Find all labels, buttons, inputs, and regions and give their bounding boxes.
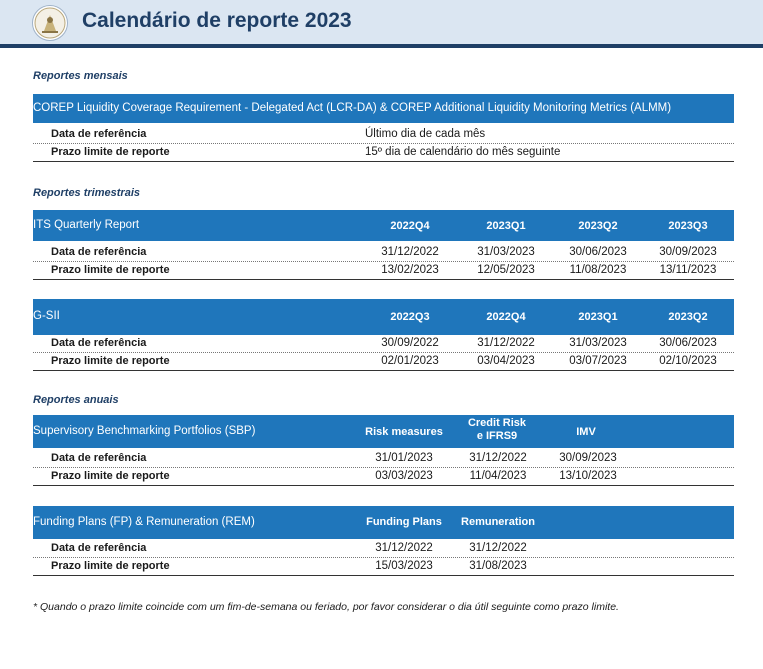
report-name: G-SII <box>33 310 60 322</box>
column-header: 2022Q4 <box>390 220 430 232</box>
section-title-annual: Reportes anuais <box>33 394 119 406</box>
row-label: Data de referência <box>51 337 147 349</box>
table-cell: 31/03/2023 <box>569 337 627 349</box>
table-cell: 31/12/2022 <box>375 542 433 554</box>
row-label: Prazo limite de reporte <box>51 264 170 276</box>
row-label: Data de referência <box>51 542 147 554</box>
report-header-sbp <box>33 415 734 448</box>
report-name: Supervisory Benchmarking Portfolios (SBP) <box>33 425 256 437</box>
table-cell: 11/04/2023 <box>469 470 527 482</box>
column-header: Risk measures <box>365 426 443 438</box>
row-value: Último dia de cada mês <box>365 128 486 140</box>
table-cell: 31/12/2022 <box>469 542 527 554</box>
row-label: Data de referência <box>51 246 147 258</box>
table-row <box>33 450 734 468</box>
row-label: Prazo limite de reporte <box>51 355 170 367</box>
table-cell: 11/08/2023 <box>569 264 627 276</box>
column-header: 2023Q3 <box>668 220 708 232</box>
table-row <box>33 540 734 558</box>
table-cell: 03/04/2023 <box>477 355 535 367</box>
report-name: COREP Liquidity Coverage Requirement - Delegated Act (LCR-DA) & COREP Additional Liquidity Monitoring Metrics (ALMM) <box>33 102 672 114</box>
table-cell: 31/01/2023 <box>375 452 433 464</box>
table-row <box>33 468 734 486</box>
column-header: 2022Q4 <box>486 311 526 323</box>
bank-logo-icon <box>32 5 68 41</box>
table-cell: 30/09/2022 <box>381 337 439 349</box>
page-title: Calendário de reporte 2023 <box>82 9 352 32</box>
column-header: Credit Risk e IFRS9 <box>467 417 527 442</box>
row-value: 15º dia de calendário do mês seguinte <box>365 146 561 158</box>
report-name: ITS Quarterly Report <box>33 219 140 231</box>
column-header: 2023Q2 <box>668 311 708 323</box>
table-cell: 13/11/2023 <box>659 264 717 276</box>
table-row <box>33 244 734 262</box>
table-row <box>33 558 734 576</box>
header-divider <box>0 44 763 48</box>
table-cell: 15/03/2023 <box>375 560 433 572</box>
table-row <box>33 262 734 280</box>
report-header-fp-rem <box>33 506 734 539</box>
table-cell: 31/12/2022 <box>477 337 535 349</box>
table-cell: 31/12/2022 <box>381 246 439 258</box>
column-header: 2023Q1 <box>578 311 618 323</box>
table-cell: 30/09/2023 <box>559 452 617 464</box>
column-header: Remuneration <box>461 516 535 528</box>
column-header: 2023Q2 <box>578 220 618 232</box>
table-cell: 13/02/2023 <box>381 264 439 276</box>
column-header: 2023Q1 <box>486 220 526 232</box>
table-row <box>33 353 734 371</box>
table-cell: 30/06/2023 <box>659 337 717 349</box>
table-row <box>33 335 734 353</box>
table-cell: 31/12/2022 <box>469 452 527 464</box>
row-label: Data de referência <box>51 452 147 464</box>
report-name: Funding Plans (FP) & Remuneration (REM) <box>33 516 255 528</box>
table-cell: 12/05/2023 <box>477 264 535 276</box>
column-header: IMV <box>576 426 596 438</box>
row-label: Prazo limite de reporte <box>51 560 170 572</box>
row-label: Prazo limite de reporte <box>51 470 170 482</box>
table-cell: 31/03/2023 <box>477 246 535 258</box>
row-label: Prazo limite de reporte <box>51 146 170 158</box>
table-cell: 30/09/2023 <box>659 246 717 258</box>
report-header-its-quarterly <box>33 210 734 241</box>
report-header-gsii <box>33 299 734 335</box>
footnote: * Quando o prazo limite coincide com um fim-de-semana ou feriado, por favor considerar o dia útil seguinte como prazo limite. <box>33 601 619 613</box>
report-header-lcr-almm <box>33 94 734 123</box>
table-cell: 03/03/2023 <box>375 470 433 482</box>
section-title-monthly: Reportes mensais <box>33 70 128 82</box>
column-header: 2022Q3 <box>390 311 430 323</box>
table-cell: 03/07/2023 <box>569 355 627 367</box>
section-title-quarterly: Reportes trimestrais <box>33 187 140 199</box>
table-cell: 13/10/2023 <box>559 470 617 482</box>
page-header <box>0 0 763 44</box>
table-cell: 02/10/2023 <box>659 355 717 367</box>
row-label: Data de referência <box>51 128 147 140</box>
table-cell: 30/06/2023 <box>569 246 627 258</box>
column-header: Funding Plans <box>366 516 442 528</box>
table-row <box>33 144 734 162</box>
table-row <box>33 126 734 144</box>
table-cell: 31/08/2023 <box>469 560 527 572</box>
table-cell: 02/01/2023 <box>381 355 439 367</box>
